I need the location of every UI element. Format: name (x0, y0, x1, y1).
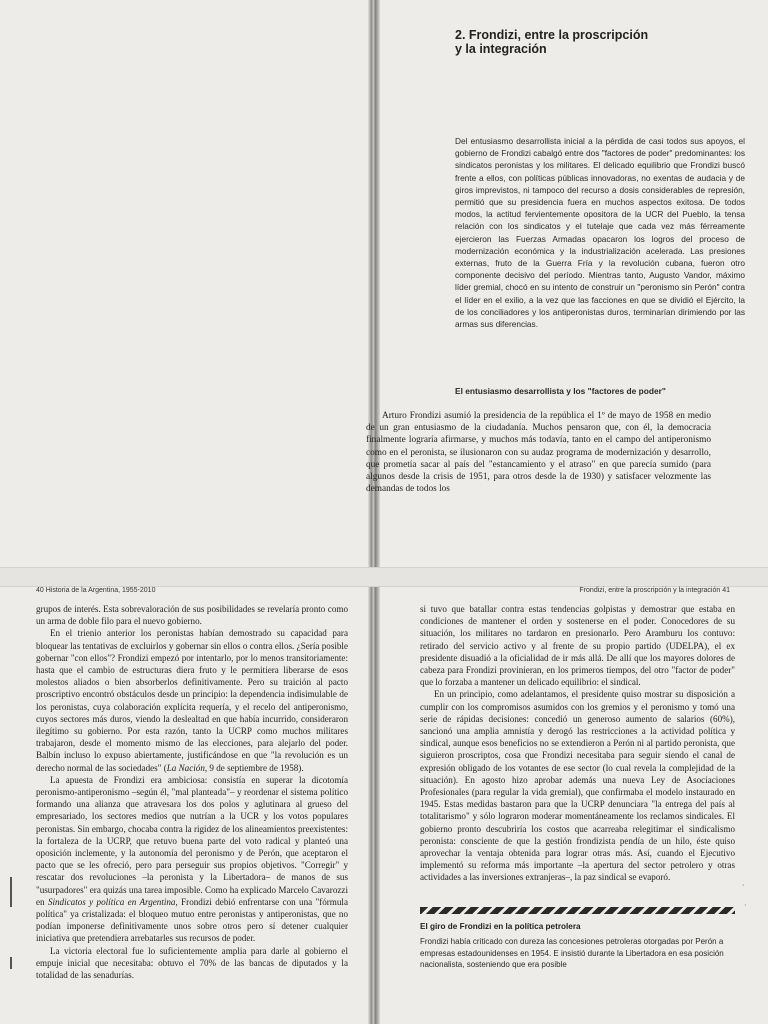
sidebar-box-text: Frondizi había criticado con dureza las concesiones petroleras otorgadas por Perón a empresas estadounidenses en 1954. E insistió durante la Libertadora en esa posición nacionalista, sosteniendo que era posible (420, 937, 724, 969)
paragraph-text: , 9 de septiembre de 1958). (204, 762, 304, 773)
chapter-title-line-1: 2. Frondizi, entre la proscripción (455, 28, 649, 42)
margin-dot-mark: · (744, 901, 747, 910)
citation-title: Sindicatos y política en Argentina (47, 896, 176, 907)
chapter-summary: Del entusiasmo desarrollista inicial a la pérdida de casi todos sus apoyos, el gobierno de Frondizi cabalgó entre dos "factores de poder" predominantes: los sindicatos peronistas y los militares. El delicado equilibrio que Frondizi buscó frente a ellos, con políticas públicas innovadoras, no exentas de audacia y de giros imprevistos, ni tampoco del recurso a dosis considerables de represión, permitió que su presidencia fuera en muchos aspectos exitosa. De todos modos, la actitud fervientemente opositora de la UCR del Pueblo, la tensa relación con los sindicatos y el tutelaje que cada vez más férreamente ejercieron las Fuerzas Armadas opacaron los logros del proceso de modernización económica y la industrialización acelerada. Las presiones externas, fruto de la Guerra Fría y la revolución cubana, fueron otro componente decisivo del período. Mientras tanto, Augusto Vandor, máximo líder gremial, chocó en su intento de construir un "peronismo sin Perón" contra el líder en el exilio, a la vez que las facciones en que se dividió el Ejército, la de los conciliadores y los antiperonistas duros, terminarían dirimiendo por las armas sus diferencias. (455, 136, 745, 330)
section-body-paragraph: Arturo Frondizi asumió la presidencia de la república el 1º de mayo de 1958 en medio de un gran entusiasmo de la ciudadanía. Muchos pensaron que, con él, la democracia finalmente lograría afirmarse, y muchos más todavía, tanto en el campo del antiperonismo como en el peronista, se ilusionaron con su audaz programa de modernización y desarrollo, que prometía sacar al país del "estancamiento y el atraso" en que parecía sumido (para algunos desde la crisis de 1951, para otros desde la de 1930) y satisfacer velozmente las demandas de todos los (366, 411, 711, 495)
sidebar-box-title: El giro de Frondizi en la política petrolera (420, 922, 581, 931)
page-41-body (420, 603, 735, 884)
page-40-body (36, 603, 348, 981)
margin-pen-mark (10, 877, 12, 907)
paragraph (36, 774, 348, 945)
chapter-title-line-2: y la integración (455, 42, 547, 56)
page-41 (380, 585, 768, 1024)
section-heading: El entusiasmo desarrollista y los "factores de poder" (455, 386, 666, 396)
sidebar-box-stripe (420, 907, 735, 914)
paragraph-text: En el trienio anterior los peronistas habían demostrado su capacidad para bloquear las tentativas de excluirlos y gobernar sin ellos o contra ellos. ¿Sería posible gobernar "con ellos"? Frondizi empezó por intentarlo, por lo menos transitoriamente: hasta que el cambio de estructuras diera fruto y le permitiera liberarse de esos molestos aliados o bien absorberlos definitivamente. Pero su traición al pacto proscriptivo encontró obstáculos desde un principio: la dependencia indisimulable de los peronistas, cuya colaboración explícita requería, y el recelo del antiperonismo, cuyos sectores más duros, viendo la deslealtad en que había incurrido, consideraron ilegítimo su gobierno. Por esta razón, tanto la UCRP como muchos militares trabajaron, desde el momento mismo de las elecciones, para alejarlo del poder. Balbín incluso lo expuso abiertamente, justificándose en que "la revolución es un derecho normal de las sociedades" ( (36, 628, 348, 773)
blank-page (0, 0, 368, 567)
running-head-left: 40 Historia de la Argentina, 1955-2010 (36, 587, 156, 594)
paragraph (36, 627, 348, 773)
paragraph-text: , Frondizi debió enfrentarse con una "fórmula política" ya cristalizada: el bloqueo mutuo entre peronistas y antiperonistas, que no podían imponerse definitivamente unos sobre otros pero sí detener cualquier iniciativa que pretendiera arrebatarles sus recursos de poder. (36, 896, 348, 944)
page-split-gap (0, 567, 768, 587)
page-40 (0, 585, 368, 1024)
paragraph: La victoria electoral fue lo suficientemente amplia para darle al gobierno el empuje inicial que necesitaba: obtuvo el 70% de las bancas de diputados y la totalidad de las senadurías. (36, 945, 348, 981)
margin-dot-mark: · (742, 881, 745, 890)
book-spine-shadow (368, 0, 380, 1024)
paragraph: grupos de interés. Esta sobrevaloración de sus posibilidades se revelaría pronto como un arma de doble filo para el nuevo gobierno. (36, 604, 348, 627)
paragraph: En un principio, como adelantamos, el presidente quiso mostrar su disposición a cumplir con los compromisos asumidos con los gremios y el peronismo y tomó una serie de rápidas decisiones: concedió un generoso aumento de salarios (60%), sancionó una amplia amnistía y derogó las restricciones a la actividad política y sindical, aunque esos beneficios no se extendieron a Perón ni al partido peronista, que siguieron proscriptos, cosa que Frondizi necesitaba para seguir siendo el canal de expresión obligado de los votantes de ese sector (lo cual revela la complejidad de la situación). En agosto hizo aprobar además una nueva Ley de Asociaciones Profesionales (para regular la vida gremial), que confirmaba el modelo instaurado en 1945. Estas medidas bastaron para que la UCRP denunciara "la entrega del país al totalitarismo" y sólo lograron moderar momentáneamente los reclamos sindicales. El gobierno pronto descubriría los costos que acarreaba relegitimar el sindicalismo peronista: consciente de que la gestión frondizista pendía de un hilo, éste quiso aprovechar la ventaja obtenida para lograr otras más. Así, cuando el Ejecutivo implementó su reforma más importante –la apertura del sector petrolero y otras actividades a las inversiones extranjeras–, la paz sindical se evaporó. (420, 689, 735, 883)
chapter-opening-page (366, 0, 768, 567)
margin-pen-mark (10, 957, 12, 969)
citation-title: La Nación (166, 762, 205, 773)
running-head-right: Frondizi, entre la proscripción y la integración 41 (579, 587, 730, 594)
paragraph-text: La apuesta de Frondizi era ambiciosa: consistía en superar la dicotomía peronismo-antiperonismo –según él, "mal planteada"– y reordenar el sistema político formando una alianza que atravesara los dos polos y aglutinara al grueso del empresariado, los sectores medios que nutrían a la UCR y los votos populares peronistas. Sin embargo, chocaba contra la rigidez de los alineamientos preexistentes: la fortaleza de la UCRP, que retuvo buena parte del voto radical y planteó una oposición inclemente, y la autonomía del peronismo y de Perón, que aceptaron el pacto que se les ofreció, pero para perseguir sus propios objetivos. "Corregir" y rescatar dos revoluciones –la peronista y la Libertadora– de manos de sus "usurpadores" era quizás una tarea imposible. Como ha explicado Marcelo Cavarozzi en (36, 774, 348, 907)
chapter-title (455, 28, 735, 56)
paragraph: si tuvo que batallar contra estas tendencias golpistas y demostrar que estaba en condiciones de mantener el orden y sostenerse en el poder. Conocedores de su situación, los militares no tardaron en presionarlo. Pero Aramburu los contuvo: retirado del servicio activo y al frente de su propio partido (UDELPA), el ex presidente disuadió a la oficialidad de ir más allá. De allí que los mayores dolores de cabeza para Frondizi provinieran, en los primeros tiempos, del otro "factor de poder" que lo forzaba a mantener un delicado equilibrio: el sindical. (420, 604, 735, 688)
